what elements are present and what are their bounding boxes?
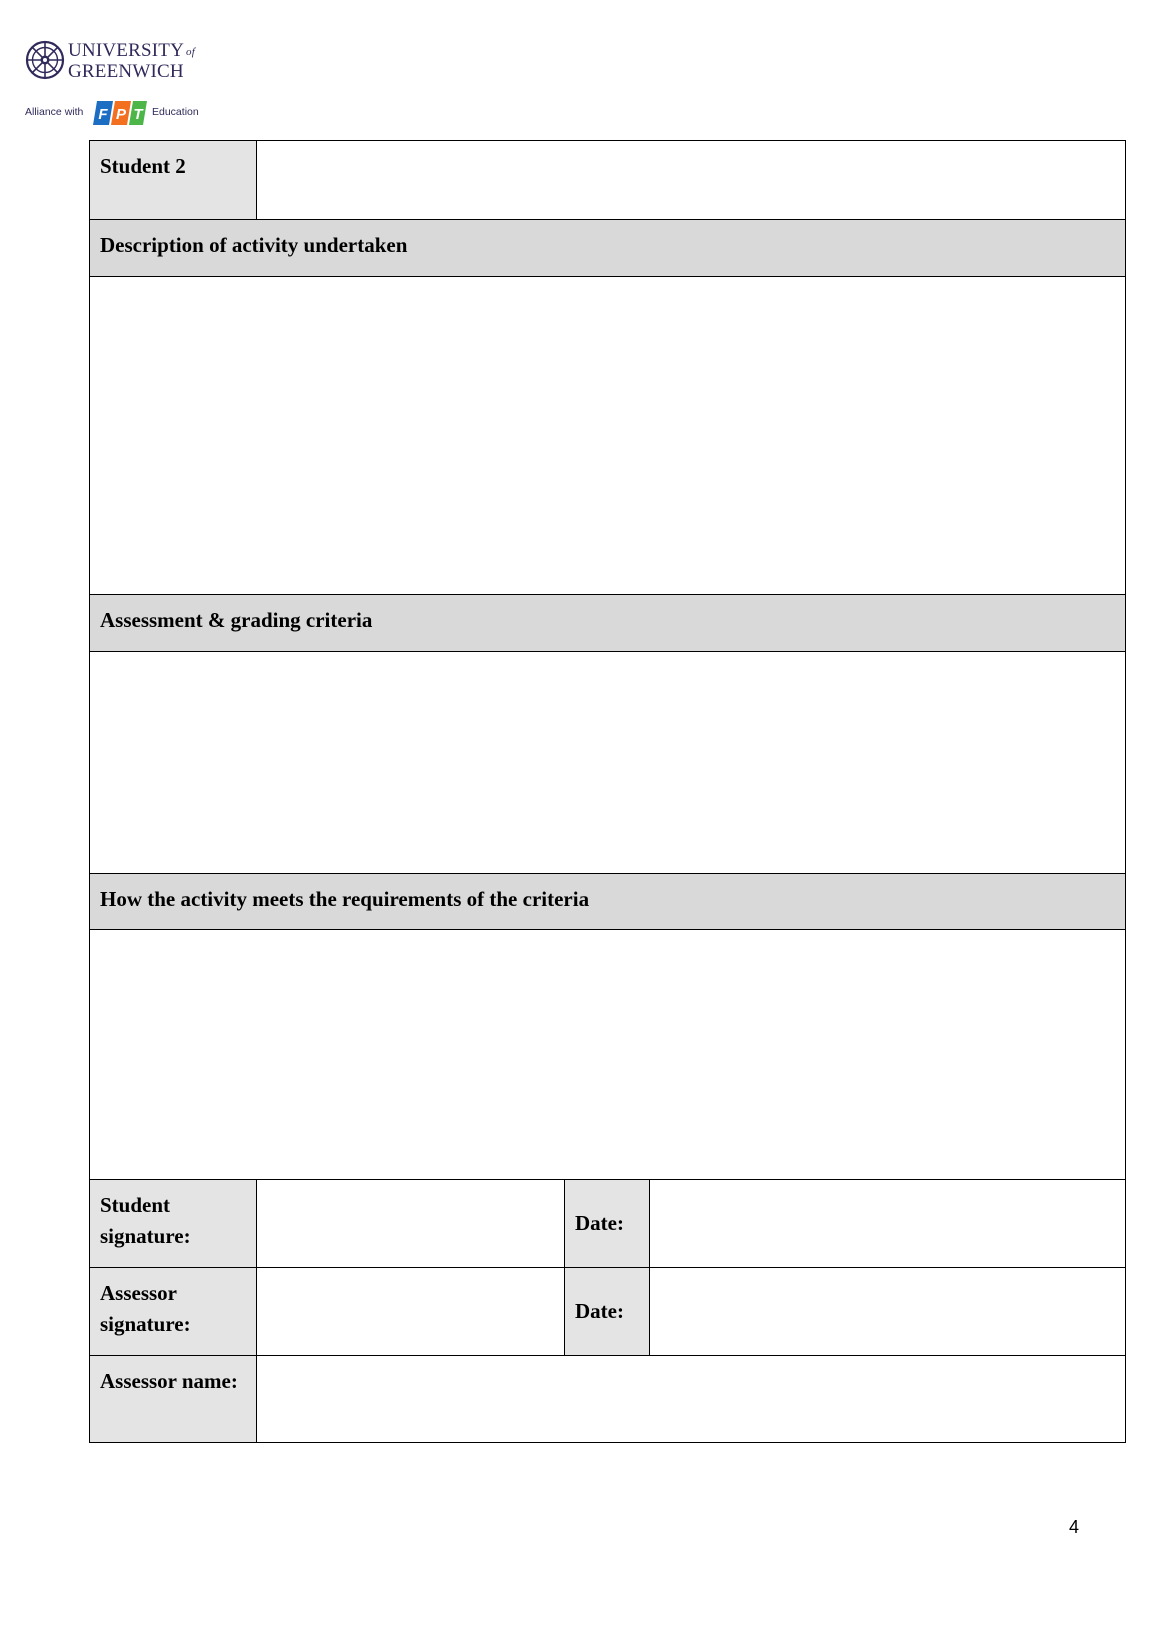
criteria-field[interactable] xyxy=(90,652,1126,874)
assessor-signature-row xyxy=(90,1268,1126,1356)
assessor-date-field[interactable] xyxy=(650,1268,1126,1356)
university-logo xyxy=(25,40,205,82)
assessment-form-table xyxy=(89,140,1126,1443)
student-signature-label: Student signature: xyxy=(90,1180,257,1268)
student-signature-row xyxy=(90,1180,1126,1268)
alliance-label: Alliance with xyxy=(25,106,84,118)
fpt-letter-f: F xyxy=(98,106,108,123)
how-meets-header: How the activity meets the requirements of the criteria xyxy=(90,874,1126,930)
student-signature-field[interactable] xyxy=(257,1180,565,1268)
student-date-label: Date: xyxy=(565,1180,650,1268)
how-meets-row xyxy=(90,930,1126,1180)
assessor-signature-field[interactable] xyxy=(257,1268,565,1356)
page-number: 4 xyxy=(1069,1517,1080,1537)
description-field[interactable] xyxy=(90,277,1126,595)
student-name-field[interactable] xyxy=(257,141,1126,220)
description-header: Description of activity undertaken xyxy=(90,220,1126,277)
fpt-alliance-logo xyxy=(25,97,205,131)
assessor-signature-label: Assessor signature: xyxy=(90,1268,257,1356)
assessor-name-field[interactable] xyxy=(257,1356,1126,1443)
student-label: Student 2 xyxy=(90,141,257,220)
assessor-name-label: Assessor name: xyxy=(90,1356,257,1443)
description-header-row xyxy=(90,220,1126,277)
student-date-field[interactable] xyxy=(650,1180,1126,1268)
criteria-header-row xyxy=(90,595,1126,652)
criteria-row xyxy=(90,652,1126,874)
criteria-header: Assessment & grading criteria xyxy=(90,595,1126,652)
student-row xyxy=(90,141,1126,220)
fpt-letter-p: P xyxy=(115,106,127,123)
fpt-logo-icon xyxy=(92,97,148,129)
how-meets-field[interactable] xyxy=(90,930,1126,1180)
assessor-name-row xyxy=(90,1356,1126,1443)
fpt-letter-t: T xyxy=(133,106,143,123)
description-row xyxy=(90,277,1126,595)
assessor-date-label: Date: xyxy=(565,1268,650,1356)
university-seal-icon xyxy=(25,40,65,80)
university-wordmark: UNIVERSITY of GREENWICH xyxy=(68,40,195,82)
how-meets-header-row xyxy=(90,874,1126,930)
education-label: Education xyxy=(152,106,199,118)
